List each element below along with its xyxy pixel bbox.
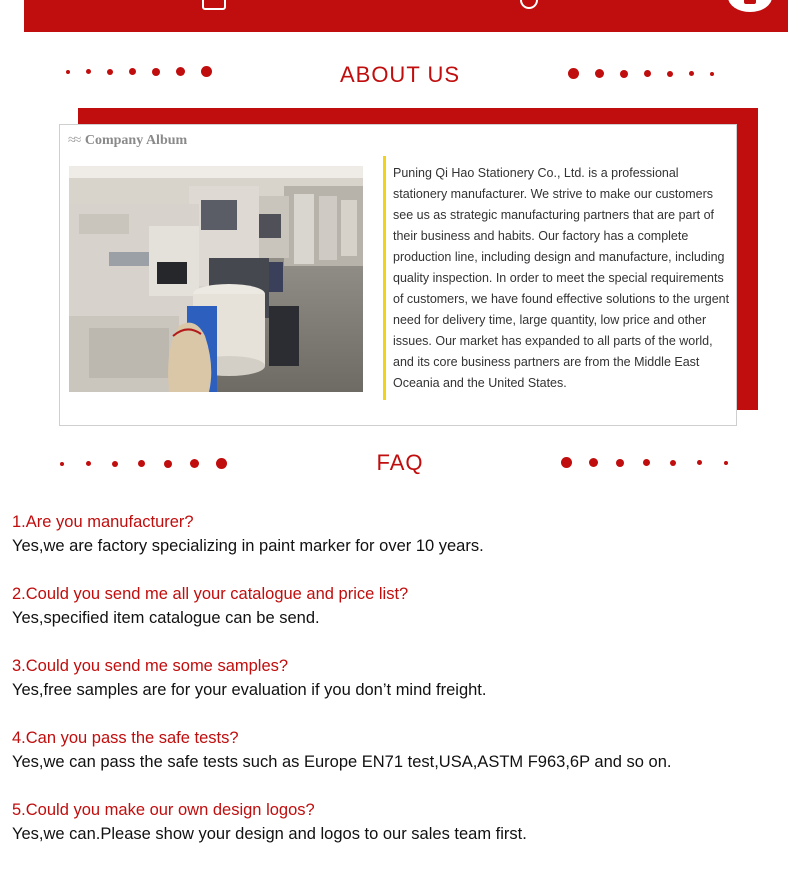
faq-answer: Yes,free samples are for your evaluation if you don’t mind freight. [12,681,487,699]
faq-question: 2.Could you send me all your catalogue and price list? [12,585,409,603]
gift-icon [202,0,226,10]
faq-answer: Yes,we can.Please show your design and logos to our sales team first. [12,825,527,843]
faq-list [12,510,792,870]
faq-question: 5.Could you make our own design logos? [12,801,315,819]
about-card [59,124,737,426]
faq-question: 4.Can you pass the safe tests? [12,729,239,747]
factory-photo [69,166,363,392]
right-dots-decoration [561,457,728,468]
settings-icon [520,0,538,9]
waves-icon: ≈≈ [68,133,80,148]
faq-question: 3.Could you send me some samples? [12,657,289,675]
faq-heading: FAQ [376,450,424,475]
about-heading: ABOUT US [339,62,461,87]
faq-answer: Yes,specified item catalogue can be send. [12,609,320,627]
right-dots-decoration [568,68,714,79]
faq-answer: Yes,we can pass the safe tests such as Europe EN71 test,USA,ASTM F963,6P and so on. [12,753,672,771]
faq-question: 1.Are you manufacturer? [12,513,194,531]
faq-item [12,510,792,558]
faq-item [12,654,792,702]
album-title [68,133,187,149]
faq-item [12,798,792,846]
about-description: Puning Qi Hao Stationery Co., Ltd. is a professional stationery manufacturer. We strive to make our customers see us as strategic manufacturing partners that are part of their business and habits. Our factory has a complete production line, including design and manufacture, including quality inspection. In order to meet the special requirements of customers, we have found effective solutions to the urgent need for delivery time, large quantity, low price and other issues. Our market has expanded to all parts of the world, and its core business partners are from the Middle East Oceania and the United States. [393,166,730,390]
yellow-divider [383,156,386,400]
album-title-text: Company Album [84,133,188,148]
faq-answer: Yes,we are factory specializing in paint marker for over 10 years. [12,537,484,555]
faq-item [12,582,792,630]
chat-icon [728,0,772,12]
top-banner [24,0,788,32]
faq-item [12,726,792,774]
